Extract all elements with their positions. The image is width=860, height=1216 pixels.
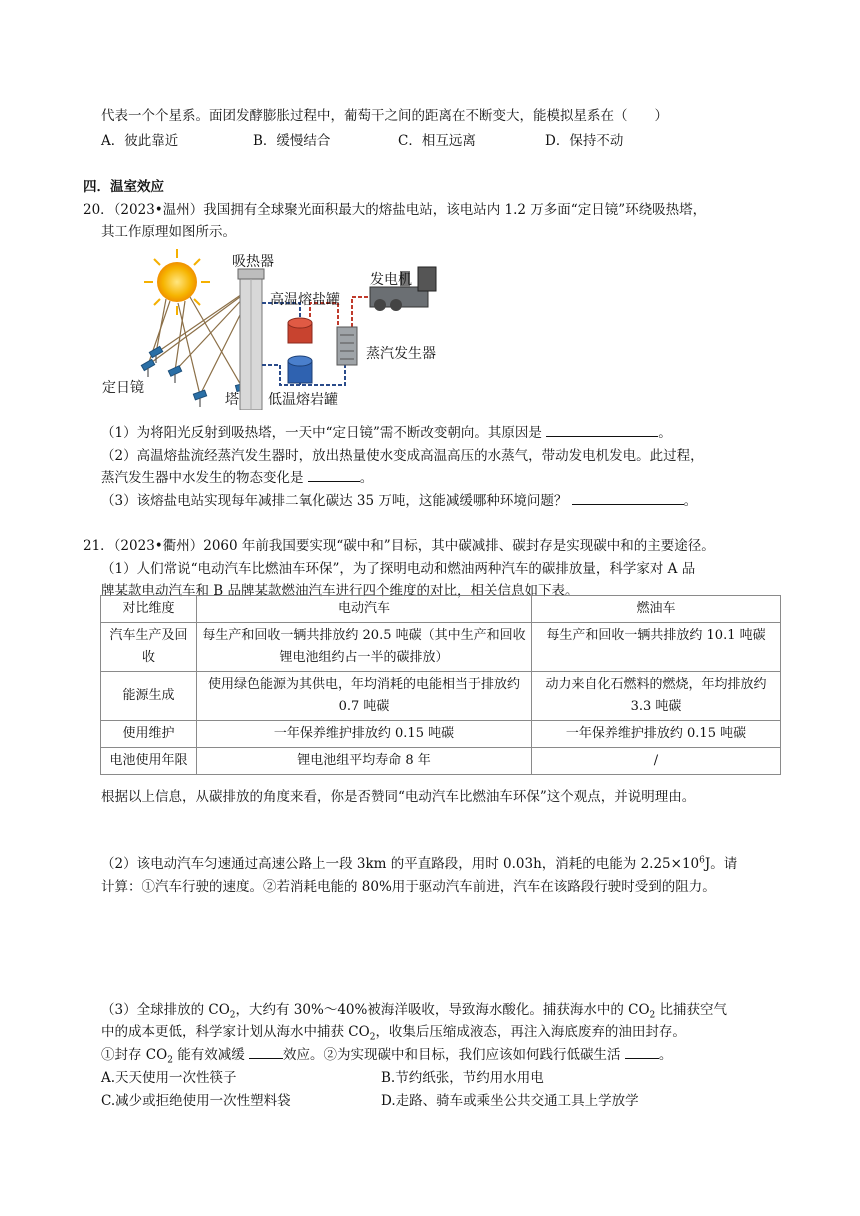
- label-tower: 塔: [225, 392, 239, 408]
- table-cell: 一年保养维护排放约 0.15 吨碳: [532, 721, 781, 748]
- tower-icon: [238, 269, 264, 410]
- q21-stem: 21．（2023•衢州）2060 年前我国要实现“碳中和”目标，其中碳减排、碳封存是实现碳中和的主要途径。: [83, 538, 715, 554]
- table-cell: /: [532, 748, 781, 775]
- q21-part2-line1: （2）该电动汽车匀速通过高速公路上一段 3km 的平直路段，用时 0.03h，消耗的电能为 $2.25\times 10^6J$。请: [101, 855, 738, 872]
- table-row: [101, 721, 781, 748]
- q21-option-c: C.减少或拒绝使用一次性塑料袋: [101, 1093, 291, 1109]
- q20-stem-line2: 其工作原理如图所示。: [101, 224, 236, 240]
- q21-part3-line1: （3）全球排放的 $CO_2$，大约有 30%～40%被海洋吸收，导致海水酸化。捕获海水中的 $CO_2$ 比捕获空气: [101, 1002, 728, 1021]
- table-header-cell: 燃油车: [532, 596, 781, 623]
- answer-blank[interactable]: [308, 469, 360, 482]
- table-cell: 使用绿色能源为其供电，年均消耗的电能相当于排放约 0.7 吨碳: [197, 672, 532, 721]
- q20-part2-line2: 蒸汽发生器中水发生的物态变化是 。: [101, 470, 374, 486]
- q19-option-d: D．保持不动: [545, 133, 624, 149]
- label-steam-generator: 蒸汽发生器: [366, 346, 436, 362]
- table-cell: 一年保养维护排放约 0.15 吨碳: [197, 721, 532, 748]
- q21-part3-line3: ①封存 $CO_2$ 能有效减缓 效应。②为实现碳中和目标，我们应该如何践行低碳生活 。: [101, 1047, 673, 1066]
- table-cell: 能源生成: [101, 672, 197, 721]
- q19-option-a: A．彼此靠近: [101, 133, 179, 149]
- q21-part3-line2: 中的成本更低，科学家计划从海水中捕获 $CO_2$，收集后压缩成液态，再注入海底废弃的油田封存。: [101, 1024, 686, 1043]
- answer-blank[interactable]: [249, 1046, 283, 1059]
- table-header-row: [101, 596, 781, 623]
- table-cell: 使用维护: [101, 721, 197, 748]
- q20-part1: （1）为将阳光反射到吸热塔，一天中“定日镜”需不断改变朝向。其原因是 。: [101, 425, 672, 441]
- steam-generator-icon: [337, 327, 357, 365]
- comparison-table: [100, 595, 781, 775]
- table-header-cell: 对比维度: [101, 596, 197, 623]
- q21-part1-line1: （1）人们常说“电动汽车比燃油车环保”，为了探明电动和燃油两种汽车的碳排放量，科学家对 A 品: [101, 561, 696, 577]
- label-heliostat: 定日镜: [102, 380, 144, 396]
- answer-blank[interactable]: [572, 492, 684, 505]
- q20-part2-line1: （2）高温熔盐流经蒸汽发生器时，放出热量使水变成高温高压的水蒸气，带动发电机发电。此过程，: [101, 448, 704, 464]
- answer-blank[interactable]: [546, 424, 658, 437]
- table-row: [101, 672, 781, 721]
- table-cell: 动力来自化石燃料的燃烧，年均排放约 3.3 吨碳: [532, 672, 781, 721]
- q19-option-b: B．缓慢结合: [253, 133, 331, 149]
- table-row: [101, 748, 781, 775]
- table-cell: 锂电池组平均寿命 8 年: [197, 748, 532, 775]
- q21-option-b: B.节约纸张，节约用水用电: [381, 1070, 544, 1086]
- q21-option-d: D.走路、骑车或乘坐公共交通工具上学放学: [381, 1093, 639, 1109]
- q19-option-c: C．相互远离: [398, 133, 476, 149]
- solar-plant-figure: [100, 245, 445, 410]
- label-hot-tank: 高温熔盐罐: [270, 292, 340, 308]
- table-row: [101, 623, 781, 672]
- table-header-cell: 电动汽车: [197, 596, 532, 623]
- q20-stem-line1: 20．（2023•温州）我国拥有全球聚光面积最大的熔盐电站，该电站内 1.2 万多面“定日镜”环绕吸热塔，: [83, 202, 707, 218]
- q21-part1-line2: 牌某款电动汽车和 B 品牌某款燃油汽车进行四个维度的对比，相关信息如下表。: [101, 583, 579, 599]
- label-generator: 发电机: [370, 272, 412, 288]
- q21-option-a: A.天天使用一次性筷子: [101, 1070, 237, 1086]
- q20-part3: （3）该熔盐电站实现每年减排二氧化碳达 35 万吨，这能减缓哪种环境问题？ 。: [101, 493, 698, 509]
- light-beams: [148, 290, 252, 395]
- table-cell: 汽车生产及回收: [101, 623, 197, 672]
- section-title: 四．温室效应: [83, 179, 164, 195]
- table-cell: 每生产和回收一辆共排放约 20.5 吨碳（其中生产和回收锂电池组约占一半的碳排放）: [197, 623, 532, 672]
- q21-part1-question: 根据以上信息，从碳排放的角度来看，你是否赞同“电动汽车比燃油车环保”这个观点，并说明理由。: [101, 789, 696, 805]
- table-cell: 电池使用年限: [101, 748, 197, 775]
- cold-tank-icon: [288, 356, 312, 383]
- q21-part2-line2: 计算：①汽车行驶的速度。②若消耗电能的 80%用于驱动汽车前进，汽车在该路段行驶时受到的阻力。: [101, 879, 716, 895]
- hot-tank-icon: [288, 318, 312, 343]
- answer-blank[interactable]: [625, 1046, 659, 1059]
- q19-continuation-text: 代表一个个星系。面团发酵膨胀过程中，葡萄干之间的距离在不断变大，能模拟星系在（ ）: [101, 108, 668, 124]
- sun-icon: [144, 249, 210, 315]
- label-receiver: 吸热器: [232, 254, 274, 270]
- label-cold-tank: 低温熔岩罐: [268, 392, 338, 408]
- table-cell: 每生产和回收一辆共排放约 10.1 吨碳: [532, 623, 781, 672]
